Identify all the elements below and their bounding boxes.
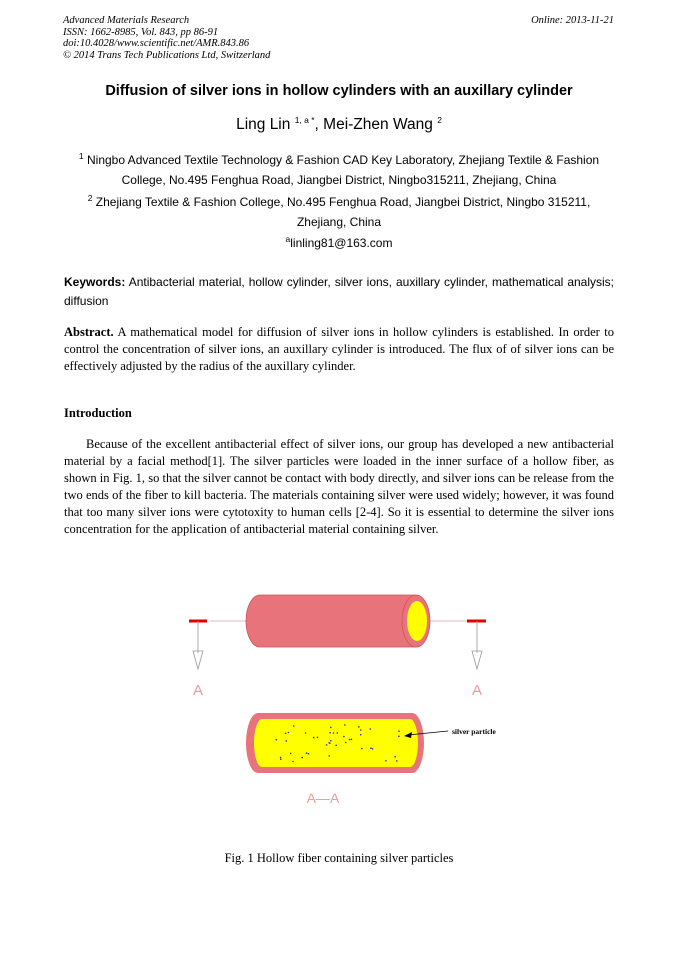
cylinder-body [246, 595, 416, 647]
email-address[interactable]: linling81@163.com [290, 236, 393, 250]
silver-particle-dot [317, 737, 319, 739]
silver-particle-dot [308, 753, 310, 755]
journal-name: Advanced Materials Research [63, 15, 190, 26]
silver-particle-dot [385, 760, 387, 762]
affiliation-2 [0, 192, 678, 232]
silver-particle-dot [292, 761, 294, 763]
author-separator: , [314, 116, 324, 133]
figure-caption: Fig. 1 Hollow fiber containing silver particles [224, 851, 454, 865]
section-heading-introduction: Introduction [64, 406, 132, 420]
silver-particle-dot [286, 740, 288, 742]
silver-particle-dot [313, 737, 315, 739]
silver-particle-dot [329, 732, 331, 734]
silver-particle-dot [344, 724, 346, 726]
silver-particle-dot [360, 734, 362, 736]
author-2-affil: 2 [437, 114, 442, 125]
silver-particle-dot [328, 742, 330, 744]
silver-particle-dot [360, 729, 362, 731]
journal-header [63, 15, 270, 61]
doi-line: doi:10.4028/www.scientific.net/AMR.843.86 [63, 38, 250, 49]
silver-particle-dot [370, 728, 372, 730]
silver-particle-dot [398, 736, 400, 738]
silver-particle-dot [372, 748, 374, 750]
silver-particle-dot [293, 725, 295, 727]
left-section-letter: A [192, 682, 204, 699]
keywords-block [64, 273, 614, 311]
abstract-label: Abstract. [64, 325, 114, 339]
right-section-letter: A [471, 682, 483, 699]
paper-title: Diffusion of silver ions in hollow cylinders with an auxillary cylinder [105, 83, 573, 99]
silver-particle-dot [280, 757, 282, 759]
silver-particle-dot [288, 732, 290, 734]
silver-particle-dot [398, 730, 400, 732]
silver-particle-dot [343, 736, 345, 738]
email-marker: a [285, 234, 291, 244]
left-arrow-head [193, 651, 203, 669]
email-line [0, 236, 678, 250]
silver-particle-dot [326, 744, 328, 746]
silver-particle-dot [349, 739, 351, 741]
silver-particle-dot [330, 740, 332, 742]
section-lumen [254, 719, 418, 767]
particle-label: silver particle [452, 727, 496, 736]
silver-particle-dot [330, 727, 332, 729]
silver-particle-dot [285, 733, 287, 735]
affiliation-1 [0, 150, 678, 190]
silver-particle-dot [328, 755, 330, 757]
figure-1-hollow-fiber [180, 585, 510, 815]
affiliation-1-marker: 1 [78, 151, 84, 161]
silver-particle-dot [305, 732, 307, 734]
silver-particle-dot [337, 732, 339, 734]
silver-particle-dot [280, 758, 282, 760]
affiliation-2-text: Zhejiang Textile & Fashion College, No.495 Fenghua Road, Jiangbei District, Ningbo 315211, Zhejiang, China [95, 195, 591, 229]
introduction-paragraph: Because of the excellent antibacterial effect of silver ions, our group has developed a new antibacterial material by a facial method[1]. The silver particles were loaded in the inner surface of a hollow fiber, as shown in Fig. 1, so that the silver cannot be contact with body directly, and silver ions can be release from the two ends of the fiber to kill bacteria. The materials containing silver were used widely; however, it was found that too many silver ions were cytotoxity to human cells [2-4]. So it is essential to determine the silver ions concentration for the application of antibacterial material containing silver. [64, 437, 614, 536]
cylinder-lumen [407, 601, 427, 641]
silver-particle-dot [358, 726, 360, 728]
affiliation-2-marker: 2 [87, 193, 93, 203]
silver-particle-dot [333, 732, 335, 734]
abstract-text: A mathematical model for diffusion of silver ions in hollow cylinders is established. In order to control the concentration of silver ions, an auxillary cylinder is introduced. The flux of of silver ions can be effectively adjusted by the radius of the auxillary cylinder. [64, 325, 614, 373]
abstract-block [64, 324, 614, 375]
copyright-line: © 2014 Trans Tech Publications Ltd, Switzerland [63, 49, 271, 61]
section-label: A—A [306, 790, 340, 806]
keywords-label: Keywords: [64, 275, 126, 289]
silver-particle-dot [396, 760, 398, 762]
issn-line: ISSN: 1662-8985, Vol. 843, pp 86-91 [63, 26, 219, 38]
silver-particle-dot [290, 753, 292, 755]
silver-particle-dot [276, 739, 278, 741]
author-1-affil: 1, a * [294, 114, 315, 125]
keywords-text: Antibacterial material, hollow cylinder, silver ions, auxillary cylinder, mathematical analysis; diffusion [64, 275, 615, 308]
silver-particle-dot [301, 757, 303, 759]
silver-particle-dot [361, 748, 363, 750]
silver-particle-dot [370, 748, 372, 750]
silver-particle-dot [345, 742, 347, 744]
right-arrow-head [472, 651, 482, 669]
author-1: Ling Lin [236, 116, 291, 133]
affiliation-1-text: Ningbo Advanced Textile Technology & Fashion CAD Key Laboratory, Zhejiang Textile & Fashion College, No.495 Fenghua Road, Jiangbei District, Ningbo315211, Zhejiang, China [86, 153, 600, 187]
silver-particle-dot [335, 745, 337, 747]
silver-particle-dot [351, 739, 353, 741]
silver-particle-dot [306, 752, 308, 754]
silver-particle-dot [394, 756, 396, 758]
online-date: Online: 2013-11-21 [531, 15, 614, 26]
author-2: Mei-Zhen Wang [323, 116, 433, 133]
author-line [0, 116, 678, 134]
